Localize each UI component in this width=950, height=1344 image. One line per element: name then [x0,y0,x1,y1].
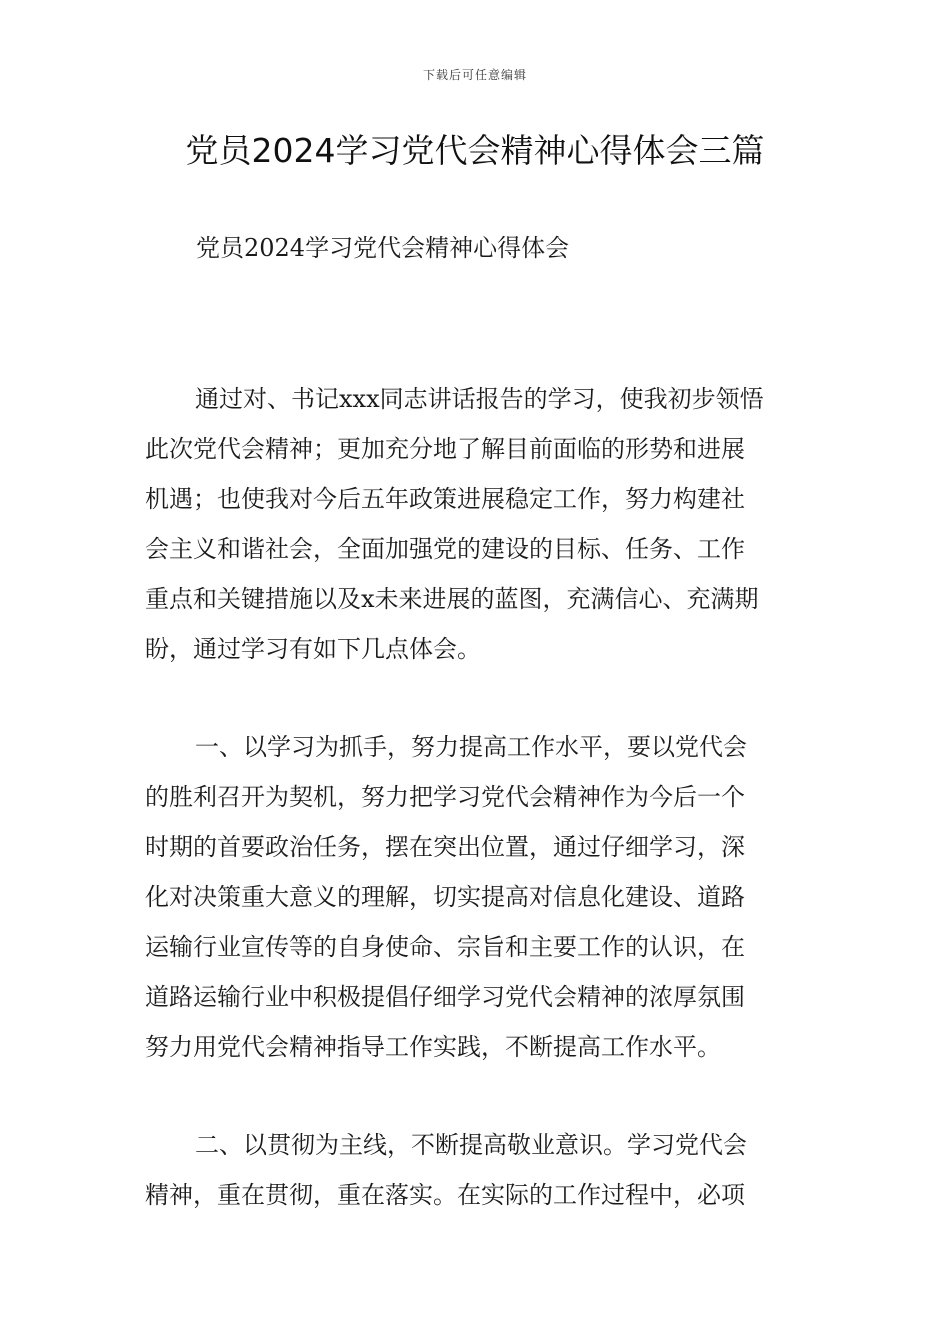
paragraph-line: 会主义和谐社会，全面加强党的建设的目标、任务、工作 [145,535,745,563]
paragraph-line: 努力用党代会精神指导工作实践，不断提高工作水平。 [145,1033,721,1061]
paragraph-line: 的胜利召开为契机，努力把学习党代会精神作为今后一个 [145,783,745,811]
document-subtitle: 党员2024学习党代会精神心得体会 [196,234,570,262]
paragraph-intro [145,374,810,674]
paragraph-point-one [145,722,810,1072]
document-title: 党员2024学习党代会精神心得体会三篇 [185,131,765,170]
paragraph-line: 盼，通过学习有如下几点体会。 [145,635,481,663]
paragraph-line: 一、以学习为抓手，努力提高工作水平，要以党代会 [195,733,747,761]
paragraph-line: 通过对、书记xxx同志讲话报告的学习，使我初步领悟 [195,385,764,413]
paragraph-point-two [145,1120,810,1220]
header-note: 下载后可任意编辑 [422,68,527,82]
paragraph-line: 道路运输行业中积极提倡仔细学习党代会精神的浓厚氛围 [145,983,745,1011]
paragraph-line: 重点和关键措施以及x未来进展的蓝图，充满信心、充满期 [145,585,759,613]
paragraph-line: 此次党代会精神；更加充分地了解目前面临的形势和进展 [145,435,745,463]
paragraph-line: 机遇；也使我对今后五年政策进展稳定工作，努力构建社 [145,485,745,513]
paragraph-line: 运输行业宣传等的自身使命、宗旨和主要工作的认识，在 [145,933,745,961]
paragraph-line: 二、以贯彻为主线，不断提高敬业意识。学习党代会 [195,1131,747,1159]
paragraph-line: 精神，重在贯彻，重在落实。在实际的工作过程中，必项 [145,1181,745,1209]
paragraph-line: 时期的首要政治任务，摆在突出位置，通过仔细学习，深 [145,833,745,861]
paragraph-line: 化对决策重大意义的理解，切实提高对信息化建设、道路 [145,883,745,911]
